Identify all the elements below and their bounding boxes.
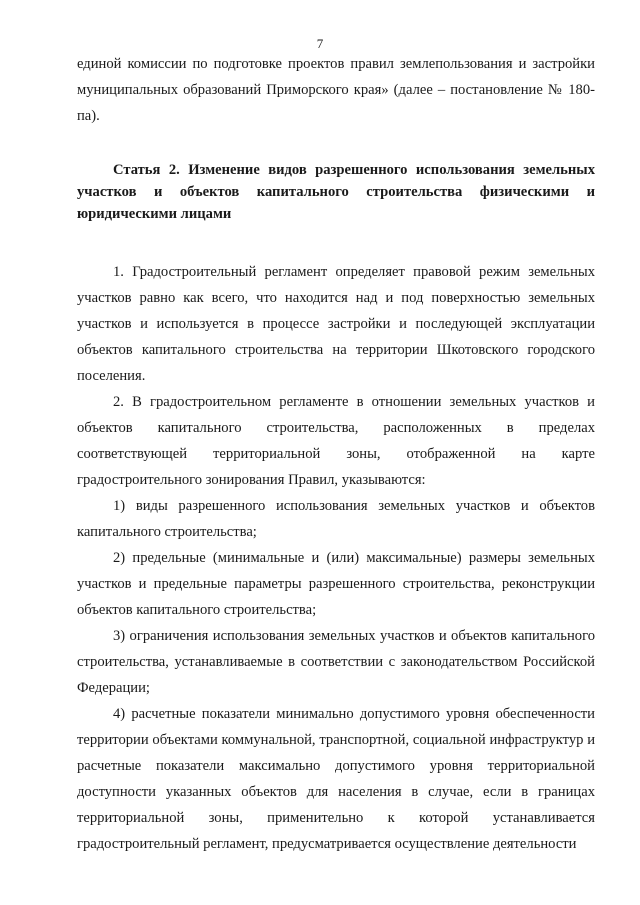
list-item-4: 4) расчетные показатели минимально допустимого уровня обеспеченности территории объектами коммунальной, транспортной, социальной инфраструктур и расчетные показатели максимально допустимого уровня территориальной доступности указанных объектов для населения в случае, если в границах территориальной зоны, применительно к которой устанавливается градостроительный регламент, предусматривается осуществление деятельности xyxy=(77,706,595,852)
article-heading: Статья 2. Изменение видов разрешенного использования земельных участков и объектов капитального строительства физическими и юридическими лицами xyxy=(77,162,595,222)
paragraph-2: 2. В градостроительном регламенте в отношении земельных участков и объектов капитального строительства, расположенных в пределах соответствующей территориальной зоны, отображенной на карте градостроительного зонирования Правил, указываются: xyxy=(77,394,595,488)
list-item-2: 2) предельные (минимальные и (или) максимальные) размеры земельных участков и предельные параметры разрешенного строительства, реконструкции объектов капитального строительства; xyxy=(77,550,595,618)
list-item-3: 3) ограничения использования земельных участков и объектов капитального строительства, устанавливаемые в соответствии с законодательством Российской Федерации; xyxy=(77,628,595,696)
document-body xyxy=(77,51,595,857)
continuation-paragraph: единой комиссии по подготовке проектов правил землепользования и застройки муниципальных образований Приморского края» (далее – постановление № 180-па). xyxy=(77,56,595,124)
paragraph-1: 1. Градостроительный регламент определяет правовой режим земельных участков равно как всего, что находится над и под поверхностью земельных участков и используется в процессе застройки и последующей эксплуатации объектов капитального строительства на территории Шкотовского городского поселения. xyxy=(77,264,595,384)
list-item-1: 1) виды разрешенного использования земельных участков и объектов капитального строительства; xyxy=(77,498,595,540)
page-number: 7 xyxy=(316,36,324,51)
